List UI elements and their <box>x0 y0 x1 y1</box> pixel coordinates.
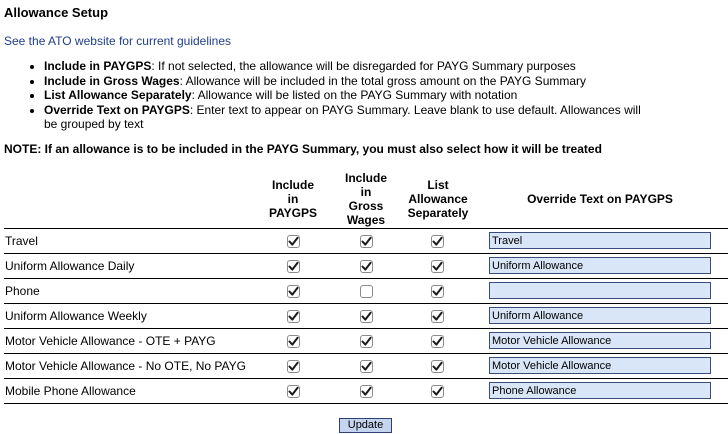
list-separately-checkbox[interactable] <box>431 335 444 348</box>
header-include-paygps: Include in PAYGPS <box>268 178 318 220</box>
checkmark-icon <box>361 361 372 372</box>
override-text-input[interactable] <box>489 282 711 299</box>
include-gross-wages-checkbox[interactable] <box>360 310 373 323</box>
checkmark-icon <box>432 361 443 372</box>
include-paygps-checkbox[interactable] <box>287 385 300 398</box>
override-text-input[interactable] <box>489 232 711 249</box>
allowance-name: Motor Vehicle Allowance - OTE + PAYG <box>5 334 216 348</box>
update-button[interactable]: Update <box>339 418 392 433</box>
list-separately-checkbox[interactable] <box>431 285 444 298</box>
page-title: Allowance Setup <box>4 5 109 20</box>
checkmark-icon <box>288 286 299 297</box>
header-list-allowance-separately: List Allowance Separately <box>407 178 469 220</box>
checkmark-icon <box>361 311 372 322</box>
checkmark-icon <box>288 361 299 372</box>
checkmark-icon <box>432 311 443 322</box>
include-paygps-checkbox[interactable] <box>287 235 300 248</box>
guideline-term: Override Text on PAYGPS <box>44 102 190 117</box>
allowance-name: Uniform Allowance Daily <box>5 259 135 273</box>
override-text-input[interactable] <box>489 357 711 374</box>
override-text-input[interactable] <box>489 332 711 349</box>
override-text-input[interactable] <box>489 257 711 274</box>
allowance-name: Phone <box>5 284 40 298</box>
guideline-term: Include in PAYGPS <box>44 59 152 73</box>
include-paygps-checkbox[interactable] <box>287 260 300 273</box>
checkmark-icon <box>432 286 443 297</box>
list-separately-checkbox[interactable] <box>431 260 444 273</box>
include-gross-wages-checkbox[interactable] <box>360 285 373 298</box>
checkmark-icon <box>432 261 443 272</box>
paygps-note: NOTE: If an allowance is to be included in the PAYG Summary, you must also select how it will be treated <box>4 142 602 156</box>
guideline-desc: : Allowance will be included in the total gross amount on the PAYG Summary <box>179 73 587 88</box>
row-divider <box>4 278 728 279</box>
list-separately-checkbox[interactable] <box>431 235 444 248</box>
ato-website-link[interactable]: See the ATO website for current guidelines <box>4 34 232 48</box>
checkmark-icon <box>288 386 299 397</box>
guidelines-list <box>4 59 644 132</box>
allowance-name: Travel <box>5 234 38 248</box>
include-paygps-checkbox[interactable] <box>287 335 300 348</box>
include-gross-wages-checkbox[interactable] <box>360 385 373 398</box>
checkmark-icon <box>361 261 372 272</box>
checkmark-icon <box>288 311 299 322</box>
include-gross-wages-checkbox[interactable] <box>360 335 373 348</box>
guideline-term: List Allowance Separately <box>44 88 192 102</box>
override-text-input[interactable] <box>489 382 711 399</box>
guideline-item <box>44 59 644 74</box>
include-paygps-checkbox[interactable] <box>287 310 300 323</box>
checkmark-icon <box>288 336 299 347</box>
guideline-desc: : Enter text to appear on PAYG Summary. Leave blank to use default. Allowances will be grouped by text <box>44 102 641 131</box>
checkmark-icon <box>361 336 372 347</box>
include-paygps-checkbox[interactable] <box>287 285 300 298</box>
guideline-item <box>44 74 644 89</box>
guideline-desc: : If not selected, the allowance will be disregarded for PAYG Summary purposes <box>151 59 576 73</box>
include-gross-wages-checkbox[interactable] <box>360 260 373 273</box>
include-gross-wages-checkbox[interactable] <box>360 360 373 373</box>
guideline-item <box>44 88 644 103</box>
include-gross-wages-checkbox[interactable] <box>360 235 373 248</box>
list-separately-checkbox[interactable] <box>431 310 444 323</box>
checkmark-icon <box>361 386 372 397</box>
checkmark-icon <box>432 386 443 397</box>
row-divider <box>4 403 728 404</box>
checkmark-icon <box>288 236 299 247</box>
include-paygps-checkbox[interactable] <box>287 360 300 373</box>
checkmark-icon <box>288 261 299 272</box>
guideline-desc: : Allowance will be listed on the PAYG Summary with notation <box>191 88 518 102</box>
checkmark-icon <box>432 236 443 247</box>
override-text-input[interactable] <box>489 307 711 324</box>
checkmark-icon <box>361 236 372 247</box>
guideline-term: Include in Gross Wages <box>44 73 180 88</box>
table-divider <box>4 228 728 229</box>
allowance-name: Mobile Phone Allowance <box>5 384 136 398</box>
guideline-item <box>44 103 644 132</box>
checkmark-icon <box>432 336 443 347</box>
list-separately-checkbox[interactable] <box>431 385 444 398</box>
allowance-name: Uniform Allowance Weekly <box>5 309 147 323</box>
allowance-name: Motor Vehicle Allowance - No OTE, No PAYG <box>5 359 246 373</box>
header-override-text: Override Text on PAYGPS <box>527 192 673 206</box>
header-include-gross-wages: Include in Gross Wages <box>344 171 387 227</box>
list-separately-checkbox[interactable] <box>431 360 444 373</box>
